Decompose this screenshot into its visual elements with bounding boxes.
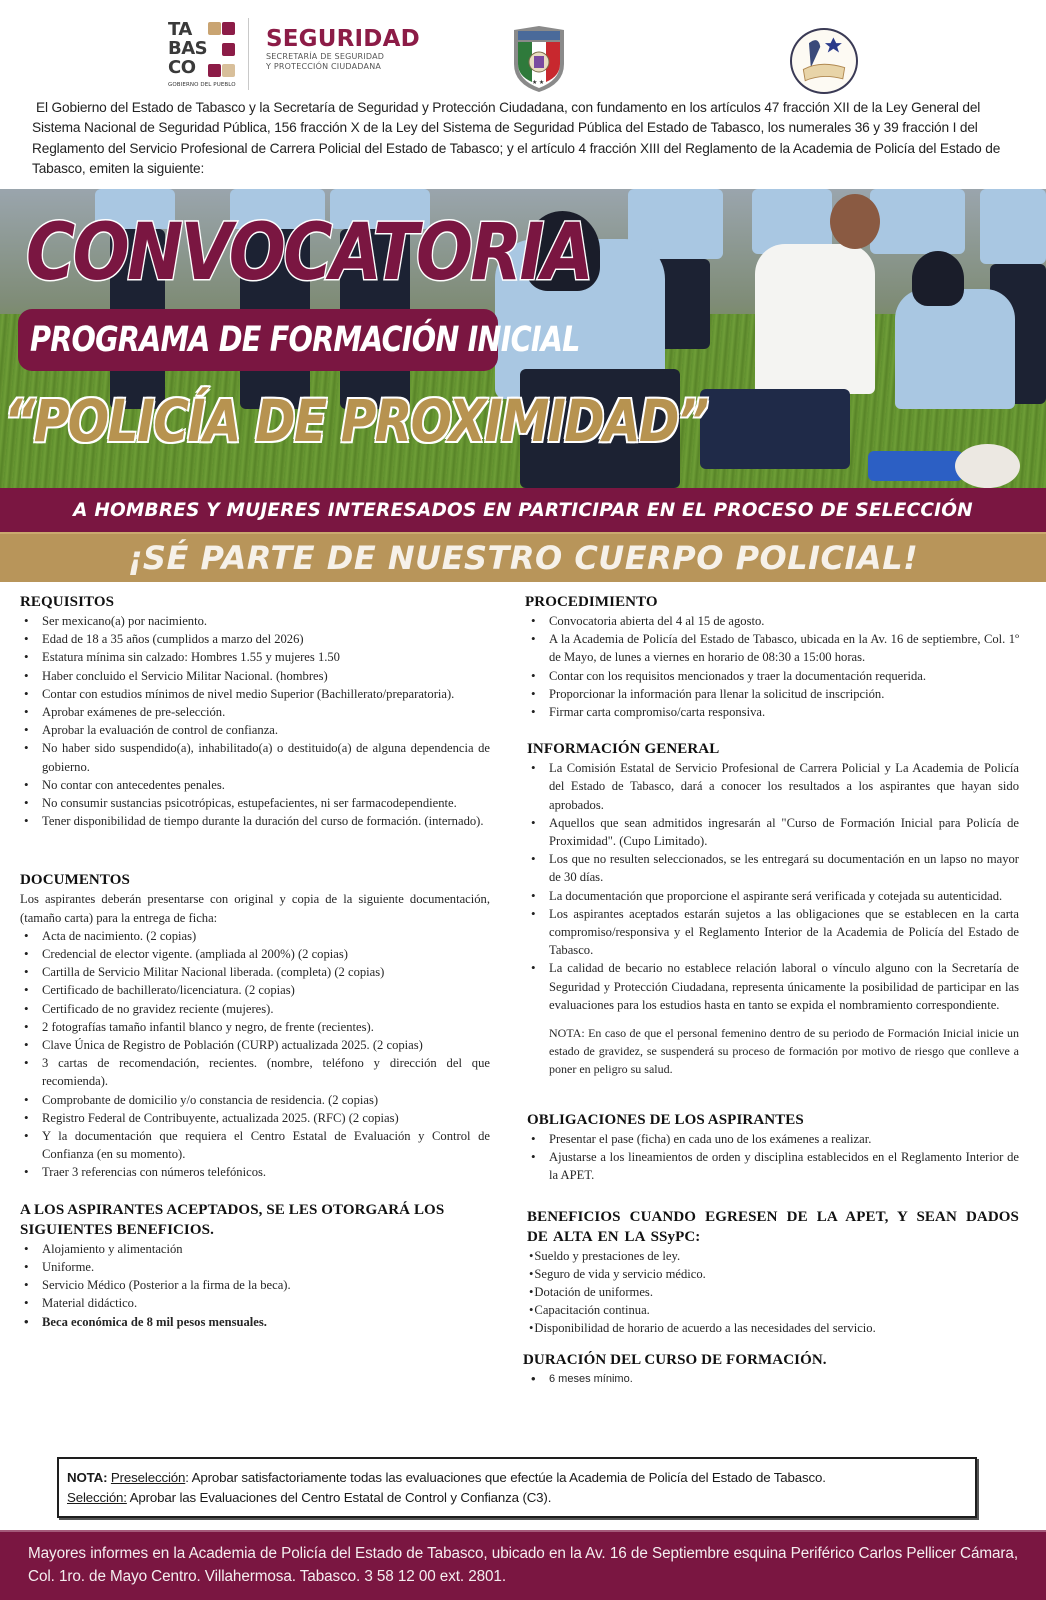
list-item: • Contar con estudios mínimos de nivel medio Superior (Bachillerato/preparatoria).	[42, 685, 490, 703]
list-item: • A la Academia de Policía del Estado de Tabasco, ubicada en la Av. 16 de septiembre, Col. 1º de Mayo, de lunes a viernes en horario de 08:30 a 15:00 horas.	[549, 630, 1019, 666]
list-item: • 3 cartas de recomendación, recientes. (nombre, teléfono y dirección del que recomienda).	[42, 1054, 490, 1090]
slogan-banner	[0, 532, 1046, 582]
preseleccion-label: Preselección	[110, 1470, 186, 1485]
documentos-list	[20, 927, 490, 1182]
list-item: • Sueldo y prestaciones de ley.	[529, 1247, 1019, 1265]
hero-photo-instructor-head	[830, 194, 880, 249]
beneficios-egreso-list	[527, 1247, 1019, 1338]
list-item: • Y la documentación que requiera el Centro Estatal de Evaluación y Control de Confianza (en su momento).	[42, 1127, 490, 1163]
obligaciones-title: OBLIGACIONES DE LOS ASPIRANTES	[527, 1112, 804, 1129]
list-item: • Traer 3 referencias con números telefónicos.	[42, 1163, 490, 1181]
list-item: • 2 fotografías tamaño infantil blanco y negro, de frente (recientes).	[42, 1018, 490, 1036]
requisitos-list	[20, 612, 490, 830]
slogan-banner-text: ¡SÉ PARTE DE NUESTRO CUERPO POLICIAL!	[127, 539, 919, 577]
list-item: • Ser mexicano(a) por nacimiento.	[42, 612, 490, 630]
seleccion-text: Aprobar las Evaluaciones del Centro Estatal de Control y Confianza (C3).	[126, 1490, 552, 1505]
tabasco-letters-co: CO	[168, 57, 196, 78]
list-item: • Alojamiento y alimentación	[42, 1240, 490, 1258]
list-item: • Ajustarse a los lineamientos de orden y disciplina establecidos en el Reglamento Interior de la APET.	[549, 1148, 1019, 1184]
list-item: • Servicio Médico (Posterior a la firma de la beca).	[42, 1276, 490, 1294]
obligaciones-section	[527, 1110, 1019, 1185]
documentos-intro: Los aspirantes deberán presentarse con original y copia de la siguiente documentación, (tamaño carta) para la entrega de ficha:	[20, 892, 490, 925]
list-item: • Clave Única de Registro de Población (CURP) actualizada 2025. (2 copias)	[42, 1036, 490, 1054]
police-academy-shield-icon	[510, 24, 568, 94]
informacion-general-list	[527, 759, 1019, 1014]
list-item: • Estatura mínima sin calzado: Hombres 1.55 y mujeres 1.50	[42, 648, 490, 666]
list-item: • Seguro de vida y servicio médico.	[529, 1265, 1019, 1283]
hero-photo-instructor	[755, 244, 875, 394]
hero-photo-cap	[912, 251, 964, 306]
list-item: • La documentación que proporcione el aspirante será verificada y cotejada su autenticidad.	[549, 887, 1019, 905]
hero-photo-officer	[980, 189, 1046, 264]
list-item: • Tener disponibilidad de tiempo durante la duración del curso de formación. (internado).	[42, 812, 490, 830]
footer-contact-info: Mayores informes en la Academia de Policía del Estado de Tabasco, ubicado en la Av. 16 de Septiembre esquina Periférico Carlos Pellicer Cámara, Col. 1ro. de Mayo Centro. Villahermosa. Tabasco. 3 58 12 00 ext. 2801.	[0, 1530, 1046, 1600]
seguridad-logo-subtitle-2: Y PROTECCIÓN CIUDADANA	[266, 62, 382, 71]
list-item: • Registro Federal de Contribuyente, actualizada 2025. (RFC) (2 copias)	[42, 1109, 490, 1127]
list-item: • Aprobar la evaluación de control de confianza.	[42, 721, 490, 739]
list-item: • Capacitación continua.	[529, 1301, 1019, 1319]
list-item: • Los aspirantes aceptados estarán sujetos a las obligaciones que se establecen en la carta compromiso/responsiva y el Reglamento Interior de la Academia de Policía del Estado de Tabasco.	[549, 905, 1019, 960]
list-item: • Los que no resulten seleccionados, se les entregará su documentación en un lapso no mayor de 30 días.	[549, 850, 1019, 886]
list-item-highlight: • Beca económica de 8 mil pesos mensuales.	[42, 1313, 490, 1331]
hero-photo-officer	[870, 189, 965, 254]
list-item: • Certificado de bachillerato/licenciatura. (2 copias)	[42, 981, 490, 999]
duracion-list	[527, 1370, 1019, 1388]
list-item: • Dotación de uniformes.	[529, 1283, 1019, 1301]
duracion-title: DURACIÓN DEL CURSO DE FORMACIÓN.	[523, 1351, 827, 1368]
logo-divider	[248, 18, 249, 90]
list-item: • Aprobar exámenes de pre-selección.	[42, 703, 490, 721]
requisitos-title: REQUISITOS	[20, 594, 115, 610]
left-column	[20, 592, 490, 1331]
seguridad-logo-title: SEGURIDAD	[266, 26, 420, 52]
informacion-general-section	[527, 739, 1019, 1078]
tabasco-logo-subtitle: GOBIERNO DEL PUEBLO	[168, 82, 236, 88]
documentos-title: DOCUMENTOS	[20, 872, 130, 889]
list-item: • Presentar el pase (ficha) en cada uno de los exámenes a realizar.	[549, 1130, 1019, 1148]
seleccion-line	[67, 1488, 967, 1508]
procedimiento-title: PROCEDIMIENTO	[525, 594, 658, 610]
seguridad-logo-subtitle-1: SECRETARÍA DE SEGURIDAD	[266, 52, 385, 61]
hero-photo-instructor	[700, 389, 850, 469]
preseleccion-text: : Aprobar satisfactoriamente todas las evaluaciones que efectúe la Academia de Policía del Estado de Tabasco.	[185, 1470, 826, 1485]
tabasco-logo-letters	[168, 20, 207, 77]
list-item: • Edad de 18 a 35 años (cumplidos a marzo del 2026)	[42, 630, 490, 648]
hero-program-text: PROGRAMA DE FORMACIÓN INICIAL	[30, 320, 580, 360]
list-item: • Acta de nacimiento. (2 copias)	[42, 927, 490, 945]
list-item: • Comprobante de domicilio y/o constancia de residencia. (2 copias)	[42, 1091, 490, 1109]
beneficios-egreso-section	[527, 1207, 1019, 1338]
seleccion-label: Selección:	[67, 1490, 127, 1505]
beneficios-egreso-title: BENEFICIOS CUANDO EGRESEN DE LA APET, Y SEAN DADOS DE ALTA EN LA SSyPC:	[527, 1208, 1019, 1245]
intro-paragraph: El Gobierno del Estado de Tabasco y la Secretaría de Seguridad y Protección Ciudadana, con fundamento en los artículos 47 fracción XII de la Ley General del Sistema Nacional de Seguridad Pública, 156 fracción X de la Ley del Sistema de Seguridad Pública del Estado de Tabasco, los numerales 36 y 39 fracción I del Reglamento del Servicio Profesional de Carrera Policial del Estado de Tabasco; y el artículo 4 fracción XIII del Reglamento de la Academia de Policía del Estado de Tabasco, emiten la siguiente:	[32, 100, 1001, 176]
list-item: • La Comisión Estatal de Servicio Profesional de Carrera Policial y La Academia de Policía del Estado de Tabasco, dará a conocer los resultados a los aspirantes que hayan sido aprobados.	[549, 759, 1019, 814]
list-item: • La calidad de becario no establece relación laboral o vínculo alguno con la Secretaría de Seguridad y Protección Ciudadana, representa únicamente la posibilidad de participar en las evaluaciones para los estudios hasta en tanto se expida el nombramiento correspondiente.	[549, 959, 1019, 1014]
list-item: • Material didáctico.	[42, 1294, 490, 1312]
beneficios-aceptados-title: A LOS ASPIRANTES ACEPTADOS, SE LES OTORGARÁ LOS SIGUIENTES BENEFICIOS.	[20, 1201, 445, 1238]
seguridad-logo	[266, 26, 420, 72]
list-item: • No haber sido suspendido(a), inhabilitado(a) o destituido(a) de alguna dependencia de gobierno.	[42, 739, 490, 775]
hero-subtitle: “POLICÍA DE PROXIMIDAD”	[4, 387, 708, 455]
preseleccion-line	[67, 1468, 967, 1488]
beneficios-aceptados-list	[20, 1240, 490, 1331]
academy-seal-icon	[790, 28, 858, 94]
hero-photo-cpr-dummy-head	[955, 444, 1020, 488]
tabasco-government-logo	[168, 20, 240, 94]
note-label: NOTA:	[67, 1470, 108, 1485]
list-item: • Aquellos que sean admitidos ingresarán al "Curso de Formación Inicial para Policía de Proximidad". (Cupo Limitado).	[549, 814, 1019, 850]
hero-title: CONVOCATORIA	[26, 208, 592, 298]
right-column	[523, 592, 1019, 1388]
list-item: • No consumir sustancias psicotrópicas, estupefacientes, ni ser farmacodependiente.	[42, 794, 490, 812]
selection-note-box	[57, 1457, 977, 1518]
audience-banner	[0, 488, 1046, 532]
hero-banner	[0, 189, 1046, 488]
beneficios-aceptados-section	[20, 1200, 490, 1331]
tabasco-letters-bas: BAS	[168, 38, 208, 59]
documentos-section	[20, 870, 490, 1181]
list-item: • Convocatoria abierta del 4 al 15 de agosto.	[549, 612, 1019, 630]
header-logos	[0, 14, 1046, 94]
tabasco-glyph-tiles-icon	[208, 22, 238, 85]
list-item: • Firmar carta compromiso/carta responsiva.	[549, 703, 1019, 721]
procedimiento-list	[527, 612, 1019, 721]
list-item: • Uniforme.	[42, 1258, 490, 1276]
requisitos-section	[20, 592, 490, 830]
list-item: • No contar con antecedentes penales.	[42, 776, 490, 794]
hero-photo-kneeling-officer	[895, 289, 1015, 409]
list-item: • Haber concluido el Servicio Militar Nacional. (hombres)	[42, 667, 490, 685]
list-item: • Credencial de elector vigente. (ampliada al 200%) (2 copias)	[42, 945, 490, 963]
duracion-section	[523, 1350, 1019, 1388]
informacion-general-nota: NOTA: En caso de que el personal femenino dentro de su periodo de Formación Inicial inicie un estado de gravidez, se suspenderá su proceso de formación por motivo de riesgo que conlleve a poner en peligro su salud.	[549, 1026, 1019, 1077]
list-item: • Proporcionar la información para llenar la solicitud de inscripción.	[549, 685, 1019, 703]
audience-banner-text: A HOMBRES Y MUJERES INTERESADOS EN PARTICIPAR EN EL PROCESO DE SELECCIÓN	[73, 499, 973, 521]
procedimiento-section	[527, 592, 1019, 721]
list-item: • Cartilla de Servicio Militar Nacional liberada. (completa) (2 copias)	[42, 963, 490, 981]
svg-text:★ ★: ★ ★	[532, 80, 545, 86]
list-item: • Certificado de no gravidez reciente (mujeres).	[42, 1000, 490, 1018]
list-item: • 6 meses mínimo.	[549, 1370, 1019, 1388]
list-item: • Disponibilidad de horario de acuerdo a las necesidades del servicio.	[529, 1319, 1019, 1337]
tabasco-letters-ta: TA	[168, 19, 192, 40]
informacion-general-title: INFORMACIÓN GENERAL	[527, 741, 720, 758]
hero-photo-cpr-dummy	[868, 451, 963, 481]
obligaciones-list	[527, 1130, 1019, 1185]
list-item: • Contar con los requisitos mencionados y traer la documentación requerida.	[549, 667, 1019, 685]
